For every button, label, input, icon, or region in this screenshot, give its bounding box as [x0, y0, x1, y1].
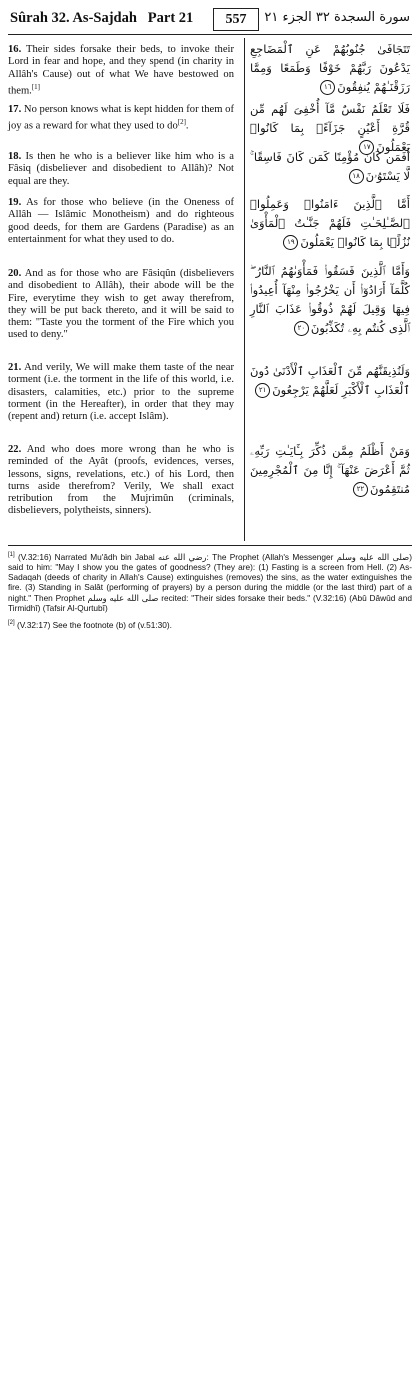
- arabic-text: أَمَّا ٱلَّذِينَ ءَامَنُوا۟ وَعَمِلُوا۟ ٱلصَّـٰلِحَـٰتِ فَلَهُمْ جَنَّـٰتُ ٱلْمَأْوَىٰ نُزُلًۢا بِمَا كَانُوا۟ يَعْمَلُونَ: [250, 197, 410, 249]
- verse-21: [8, 362, 234, 423]
- footnote-ref[interactable]: [1]: [31, 82, 41, 91]
- arabic-header: سورة السجدة ٣٢ الجزء ٢١: [264, 10, 410, 25]
- ayah-number-icon: ١٧: [359, 140, 374, 155]
- footnote-ref[interactable]: [2]: [177, 118, 186, 127]
- verse-text: No person knows what is kept hidden for them of joy as a reward for what they used to do: [8, 104, 234, 132]
- verse-number: 17.: [8, 104, 22, 115]
- verse-text: As for those who believe (in the Oneness of Allâh — Islâmic Monotheism) and do righteous good deeds, for them are Gardens (Paradise) as an entertainment for what they used to do.: [8, 197, 234, 245]
- verse-number: 22.: [8, 444, 22, 455]
- arabic-text: وَلَنُذِيقَنَّهُم مِّنَ ٱلْعَذَابِ ٱلْأَدْنَىٰ دُونَ ٱلْعَذَابِ ٱلْأَكْبَرِ لَعَلَّهُمْ يَرْجِعُونَ: [250, 364, 410, 397]
- footnote-text: (V.32:17) See the footnote (b) of (v.51:30).: [14, 619, 172, 630]
- verse-text: And who does more wrong than he who is reminded of the Ayât (proofs, evidences, verses, lessons, signs, revelations, etc.) of his Lord, then turns aside therefrom? Verily, We shall exact retribution from the Mujrimûn (criminals, disbelievers, polytheists, sinners).: [8, 444, 234, 517]
- arabic-verse-16: [250, 40, 410, 97]
- surah-name: Sûrah 32. As-Sajdah: [10, 10, 137, 26]
- verse-17: [8, 104, 234, 133]
- ayah-number-icon: ٢١: [255, 383, 270, 398]
- footnote-text: (V.32:16) Narrated Mu'âdh bin Jabal رضي الله عنه: The Prophet (Allah's Messenger صلى الله عليه وسلم) said to him: "May I show you the gates of goodness? (They are): (1) Fasting is a screen from Hell. (2) As-Sadaqah (deeds of charity in Allah's Cause) extinguishes (removes) the sins, as the water extinguishes the fire. (3) Standing in Salât (performing of prayers) by a person during the middle (or the last third) part of a night." Then Prophet صلى الله عليه وسلم recited: "Their sides forsake their beds." (V.32:16) (Abû Dâwûd and Tirmidhî) (Tafsir Al-Qurtubî): [8, 551, 412, 613]
- arabic-text: وَمَنْ أَظْلَمُ مِمَّن ذُكِّرَ بِـَٔايَـٰتِ رَبِّهِۦ ثُمَّ أَعْرَضَ عَنْهَآ ۚ إِنَّا مِنَ ٱلْمُجْرِمِينَ مُنتَقِمُونَ: [250, 444, 410, 496]
- ayah-number-icon: ١٩: [283, 235, 298, 250]
- verse-number: 19.: [8, 197, 22, 208]
- surah-part-title: [10, 10, 193, 27]
- verse-16: [8, 44, 234, 98]
- verse-text: Their sides forsake their beds, to invoke their Lord in fear and hope, and they spend (in charity in Allâh's Cause) out of what We have bestowed on them.: [8, 44, 234, 97]
- footnote-marker: [1]: [8, 552, 15, 558]
- verse-tail: .: [185, 120, 189, 132]
- footnote-rule: [8, 545, 412, 546]
- verse-text: And as for those who are Fâsiqûn (disbelievers and disobedient to Allâh), their abode will be the Fire, everytime they wish to get away therefrom, they will be put back thereto, and it will be said to them: "Taste you the torment of the Fire which you used to deny.": [8, 268, 234, 341]
- verse-18: [8, 151, 234, 188]
- ayah-number-icon: ٢٠: [294, 321, 309, 336]
- ayah-number-icon: ١٦: [320, 80, 335, 95]
- verse-number: 18.: [8, 151, 22, 162]
- ayah-number-icon: ٢٢: [353, 482, 368, 497]
- arabic-text: فَلَا تَعْلَمُ نَفْسٌ مَّآ أُخْفِىَ لَهُم مِّن قُرَّةِ أَعْيُنٍ جَزَآءًۢ بِمَا كَانُوا۟ يَعْمَلُونَ: [250, 102, 410, 154]
- verse-number: 16.: [8, 44, 22, 55]
- verse-20: [8, 268, 234, 342]
- verse-number: 20.: [8, 268, 22, 279]
- footnote-1: [8, 550, 412, 613]
- verse-19: [8, 197, 234, 246]
- verse-22: [8, 444, 234, 518]
- arabic-text: وَأَمَّا ٱلَّذِينَ فَسَقُوا۟ فَمَأْوَىٰهُمُ ٱلنَّارُ ۖ كُلَّمَآ أَرَادُوٓا۟ أَن يَخْرُجُوا۟ مِنْهَآ أُعِيدُوا۟ فِيهَا وَقِيلَ لَهُمْ ذُوقُوا۟ عَذَابَ ٱلنَّارِ ٱلَّذِى كُنتُم بِهِۦ تُكَذِّبُونَ: [250, 264, 410, 335]
- verse-number: 21.: [8, 362, 22, 373]
- footnote-marker: [2]: [8, 620, 15, 626]
- column-divider: [244, 38, 245, 541]
- arabic-text: تَتَجَافَىٰ جُنُوبُهُمْ عَنِ ٱلْمَضَاجِعِ يَدْعُونَ رَبَّهُمْ خَوْفًا وَطَمَعًا وَمِمَّا رَزَقْنَـٰهُمْ يُنفِقُونَ: [250, 42, 410, 94]
- ayah-number-icon: ١٨: [349, 169, 364, 184]
- header-rule: [8, 34, 412, 35]
- arabic-verse-22: [250, 442, 410, 499]
- arabic-text: أَفَمَن كَانَ مُؤْمِنًا كَمَن كَانَ فَاسِقًا ۚ لَّا يَسْتَوُۥنَ: [250, 150, 410, 183]
- arabic-verse-18: [250, 148, 410, 186]
- arabic-verse-19: [250, 195, 410, 252]
- part-label: Part 21: [147, 10, 194, 26]
- verse-text: And verily, We will make them taste of the near torment (i.e. the torment in the life of this world, i.e. disasters, calamities, etc.) prior to the supreme torment (in the Hereafter), in order that they may (repent and) return (i.e. accept Islâm).: [8, 362, 234, 423]
- footnote-2: [8, 618, 412, 630]
- arabic-verse-20: [250, 262, 410, 338]
- verse-text: Is then he who is a believer like him who is a Fâsiq (disbeliever and disobedient to Allâh)? Not equal are they.: [8, 151, 234, 187]
- page-header: [8, 4, 412, 34]
- page-number: 557: [213, 8, 259, 31]
- arabic-verse-21: [250, 362, 410, 400]
